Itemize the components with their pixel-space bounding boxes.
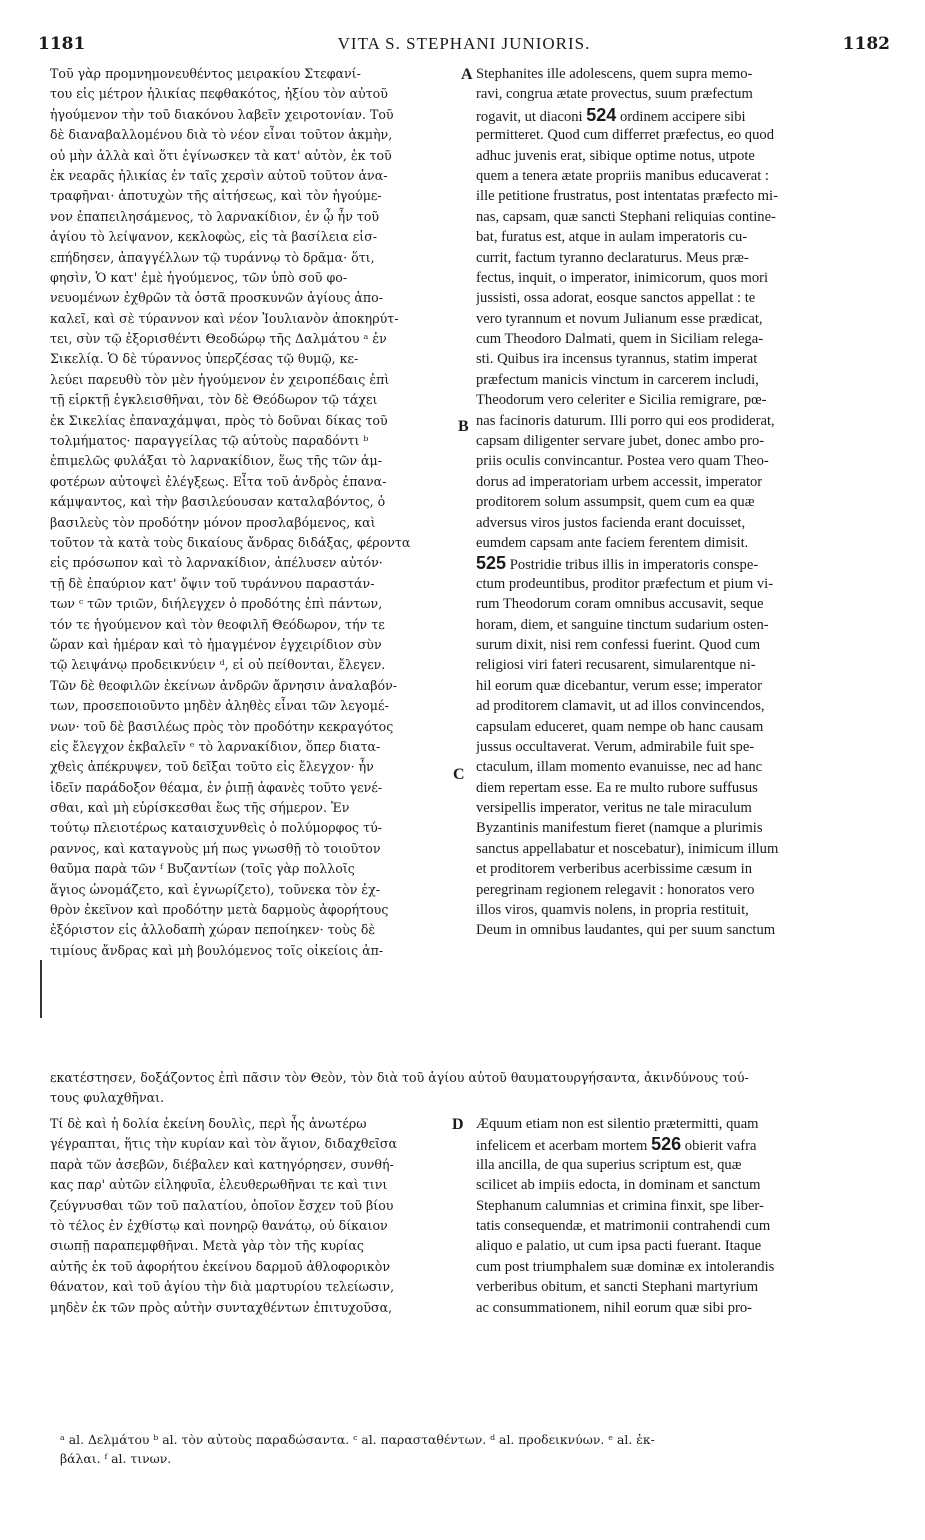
- latin-line: præfectum manicis vinctum in carcerem includi,: [476, 371, 759, 388]
- greek-line: λεύει παρευθὺ τὸν μὲν ἡγούμενον ἐν χειροπέδαις ἐπὶ: [50, 371, 390, 387]
- greek-line: ἐκ Σικελίας ἐπαναχάμψαι, πρὸς τὸ δοῦναι δίκας τοῦ: [50, 412, 388, 428]
- page-header: [38, 34, 890, 60]
- latin-line: ravi, congrua ætate provectus, suum præfectum: [476, 86, 753, 103]
- latin-line: Stephanum calumnias et crimina finxit, spe liber-: [476, 1197, 764, 1214]
- right-page-number: 1182: [842, 34, 890, 54]
- greek-line: των, προσεποιοῦντο μηδὲν ἀληθὲς εἶναι τῶν λεγομέ-: [50, 698, 389, 714]
- latin-line: rum Theodorum coram omnibus accusavit, seque: [476, 596, 764, 613]
- latin-line: Deum in omnibus laudantes, qui per suum sanctum: [476, 922, 776, 939]
- latin-line: peregrinam regionem relegavit : honoratos vero: [476, 881, 755, 898]
- section-marker-d: D: [452, 1116, 464, 1133]
- greek-line: τῇ εἱρκτῇ ἐγκλεισθῆναι, τὸν δὲ Θεόδωρον τῷ τάχει: [50, 392, 378, 408]
- greek-line: τοῦτον τὰ κατὰ τοὺς δικαίους ἄνδρας διδάξας, φέροντα: [50, 534, 411, 550]
- latin-line: sti. Quibus ira incensus tyrannus, statim imperat: [476, 351, 758, 368]
- latin-line: scilicet ab impiis edocta, in dominam et sanctum: [476, 1177, 761, 1194]
- greek-line: κας παρ' αὐτῶν εἰληφυῖα, ἐλευθερωθῆναι τε καὶ τινι: [50, 1177, 388, 1193]
- latin-line: ctaculum, illam momento evanuisse, nec ad hanc: [476, 759, 763, 776]
- greek-line: τὸ τέλος ἐν ἐχθίστῳ καὶ πονηρῷ θανάτῳ, οὐ δίκαιον: [50, 1217, 388, 1233]
- latin-line: adhuc juvenis erat, sibique optime notus, utpote: [476, 147, 755, 164]
- greek-line: Τί δὲ καὶ ἡ δολία ἐκείνη δουλὶς, περὶ ἧς ἀνωτέρω: [50, 1116, 367, 1131]
- latin-line-with-number: [476, 105, 891, 125]
- latin-line: verberibus obitum, et sancti Stephani martyrium: [476, 1279, 759, 1296]
- latin-line: cum Theodoro Dalmati, quem in Siciliam relega-: [476, 331, 764, 348]
- greek-line: γέγραπται, ἥτις τὴν κυρίαν καὶ τὸν ἅγιον, διδαχθεῖσα: [50, 1136, 398, 1152]
- greek-line: δὲ διαναβαλλομένου διὰ τὸ νέον εἶναι τοῦτον ἀκμὴν,: [50, 127, 393, 143]
- latin-line: tatis consequendæ, et matrimonii contrahendi cum: [476, 1217, 771, 1234]
- greek-line: επήδησεν, ἀπαγγέλλων τῷ τυράννῳ τὸ δρᾶμα· ὅτι,: [50, 249, 375, 265]
- greek-line: φοτέρων αὐτοψεὶ ἐλέγξεως. Εἶτα τοῦ ἀνδρὸς ἐπανα-: [50, 473, 387, 489]
- latin-line: nas facinoris daturum. Illi porro qui eos prodiderat,: [476, 412, 775, 429]
- latin-line: vero tyrannum et novum Julianum esse prædicat,: [476, 310, 763, 327]
- latin-line: fectus, inquit, o imperator, inimicorum, quos mori: [476, 269, 769, 286]
- latin-line: Stephanites ille adolescens, quem supra memo-: [476, 66, 753, 82]
- latin-line: illos viros, quamvis nolens, in propria restituit,: [476, 902, 749, 919]
- latin-column-1: [476, 64, 891, 941]
- latin-line: eumdem capsam ante faciem ferentem dimisit.: [476, 534, 749, 551]
- section-marker-b: B: [458, 418, 469, 435]
- latin-line: nas, capsam, quæ sancti Stephani reliquias contine-: [476, 208, 776, 225]
- greek-line: τούτῳ πλειοτέρως καταισχυνθεὶς ὁ πολύμορφος τύ-: [50, 820, 382, 836]
- latin-line: ad proditorem clamavit, ut ad illos convincendos,: [476, 698, 765, 715]
- latin-line: hil eorum quæ dicebantur, verum esse; imperator: [476, 677, 762, 694]
- latin-line: bat, furatus est, atque in aulam imperatoris cu-: [476, 229, 748, 246]
- latin-line: aliquo e palatio, ut cum ipsa pacti fuerant. Itaque: [476, 1238, 762, 1255]
- latin-line: cum post triumphalem suæ dominæ ex intolerandis: [476, 1258, 775, 1275]
- greek-line: θάνατον, καὶ τοῦ ἁγίου τὴν διὰ μαρτυρίου τελείωσιν,: [50, 1279, 395, 1295]
- latin-line: religiosi viri fateri recusarent, simularentque ni-: [476, 657, 756, 674]
- latin-line: ac consummationem, nihil eorum quæ sibi pro-: [476, 1299, 753, 1316]
- section-marker-a: A: [461, 66, 473, 83]
- spanning-greek-line-end: τους φυλαχθῆναι.: [50, 1090, 165, 1105]
- greek-line: μηδὲν ἐκ τῶν πρὸς αὐτὴν συνταχθέντων ἐπιτυχοῦσα,: [50, 1299, 393, 1315]
- greek-line: των ᶜ τῶν τριῶν, διήλεγχεν ὁ προδότης ἐπὶ πάντων,: [50, 596, 383, 612]
- footnote-line: βάλαι. ᶠ al. τινων.: [60, 1451, 172, 1466]
- latin-line: quem a tenera ætate propriis manibus educaverat :: [476, 167, 769, 184]
- section-marker-c: C: [453, 766, 465, 783]
- latin-column-2: [476, 1114, 891, 1318]
- greek-line: Σικελίᾳ. Ὁ δὲ τύραννος ὑπερζέσας τῷ θυμῷ, κε-: [50, 351, 359, 367]
- latin-line: illa ancilla, de qua superius scriptum est, quæ: [476, 1156, 742, 1173]
- greek-line: κάμψαντος, καὶ τὴν βασιλεύουσαν καταλαβόντος, ὁ: [50, 494, 386, 510]
- latin-line: currit, factum tyranno declaraturus. Meus præ-: [476, 249, 749, 266]
- greek-line: νον ἐπαπειλησάμενος, τὸ λαρνακίδιον, ἐν ᾧ ἦν τοῦ: [50, 208, 380, 224]
- greek-line: ζεύγνυσθαι τῶν τοῦ παλατίου, ὁποῖον ἔσχεν τοῦ βίου: [50, 1197, 394, 1213]
- greek-line: νων· τοῦ δὲ βασιλέως πρὸς τὸν προδότην κεκραγότος: [50, 718, 394, 734]
- greek-line: τῇ δὲ ἐπαύριον κατ' ὄψιν τοῦ τυράννου παραστάν-: [50, 575, 375, 591]
- greek-line: εἰς ἔλεγχον ἐκβαλεῖν ᵉ τὸ λαρνακίδιον, ὅπερ διατα-: [50, 738, 381, 754]
- greek-line: σθαι, καὶ μὴ εὑρίσκεσθαι ἕως τῆς σήμερον. Ἐν: [50, 800, 350, 816]
- greek-line: βασιλεὺς τὸν προδότην μόνον προσλαβόμενος, καὶ: [50, 514, 376, 530]
- latin-line: priis oculis convincantur. Postea vero quam Theo-: [476, 453, 769, 470]
- latin-line: versipellis imperator, veritus ne tale miraculum: [476, 800, 752, 817]
- greek-line: τῷ λειψάνῳ προδεικνύειν ᵈ, εἰ οὐ πείθονται, ἔλεγεν.: [50, 657, 386, 673]
- latin-line: jussisti, ossa adorat, eosque sanctos appellat : te: [476, 290, 756, 307]
- latin-line: ille petitione frustratus, post intentatas præfecto mi-: [476, 188, 778, 205]
- greek-line: σιωπῇ παραπεμφθῆναι. Μετὰ γὰρ τὸν τῆς κυρίας: [50, 1238, 364, 1254]
- greek-column-2: [50, 1114, 450, 1318]
- greek-line: τει, σὺν τῷ ἐξορισθέντι Θεοδώρῳ τῆς Δαλμάτου ᵃ ἐν: [50, 331, 387, 347]
- greek-line: αὐτῆς ἐκ τοῦ ἀφορήτου ἐκείνου δαρμοῦ ἀθλοφορικὸν: [50, 1258, 391, 1274]
- running-title: VITA S. STEPHANI JUNIORIS.: [337, 34, 591, 53]
- latin-line: jussus occultaverat. Verum, admirabile fuit spe-: [476, 738, 755, 755]
- latin-line: adversus viros justos facienda erant docuisset,: [476, 514, 746, 531]
- latin-text: infelicem et acerbam mortem: [476, 1138, 648, 1155]
- greek-line: ἐκ νεαρᾶς ἡλικίας ἐν ταῖς χερσὶν αὐτοῦ τοῦτον ἀνα-: [50, 167, 388, 183]
- greek-line: οὐ μὴν ἀλλὰ καὶ ὅτι ἐγίνωσκεν τὰ κατ' αὐτὸν, ἐκ τοῦ: [50, 147, 392, 163]
- greek-line: ἡγούμενον τὴν τοῦ διακόνου λαβεῖν χειροτονίαν. Τοῦ: [50, 106, 394, 122]
- latin-line: horam, diem, et sanguine tinctum sudarium osten-: [476, 616, 769, 633]
- greek-line: χθεὶς ἀπέκρυψεν, τοῦ δεῖξαι τοῦτο εἰς ἔλεγχον· ἦν: [50, 759, 374, 775]
- greek-line: ἅγιος ὠνομάζετο, καὶ ἐγνωρίζετο), τοῦνεκα τὸν ἐχ-: [50, 881, 381, 897]
- latin-line: dorus ad imperatoriam urbem accessit, imperator: [476, 473, 763, 490]
- latin-text: ordinem accipere sibi: [619, 108, 746, 125]
- latin-line: Theodorum vero celeriter e Sicilia remigrare, pœ-: [476, 392, 767, 409]
- margin-bracket: [40, 960, 46, 1018]
- greek-line: παρὰ τῶν ἀσεβῶν, διέβαλεν καὶ κατηγόρησεν, συνθή-: [50, 1156, 394, 1172]
- section-number-526: 526: [651, 1134, 682, 1155]
- latin-line: sanctus appellabatur et noscebatur), inimicum illum: [476, 840, 779, 857]
- latin-line: Byzantinis manifestum fieret (namque a plurimis: [476, 820, 763, 837]
- greek-line: θαῦμα παρὰ τῶν ᶠ Βυζαντίων (τοῖς γὰρ πολλοῖς: [50, 861, 355, 877]
- greek-line: ἐπιμελῶς φυλάξαι τὸ λαρνακίδιον, ἕως τῆς τῶν ἀμ-: [50, 453, 383, 469]
- greek-line: καλεῖ, καὶ σὲ τύραννον καὶ νέον Ἰουλιανὸν ἀποκηρύτ-: [50, 310, 399, 326]
- spanning-greek-line: εκατέστησεν, δοξάζοντος ἐπὶ πᾶσιν τὸν Θεὸν, τὸν διὰ τοῦ ἁγίου αὐτοῦ θαυματουργήσαντα, ἀκινδύνους τού-: [50, 1070, 749, 1085]
- greek-line: τολμήματος· παραγγείλας τῷ αὐτοὺς παραδόντι ᵇ: [50, 433, 369, 449]
- greek-line: φησὶν, Ὁ κατ' ἐμὲ ἡγούμενος, τῶν ὑπὸ σοῦ φο-: [50, 269, 348, 285]
- latin-text: rogavit, ut diaconi: [476, 108, 583, 125]
- greek-line: θρὸν ἐκεῖνον καὶ προδότην μετὰ δαρμοὺς ἀφορήτους: [50, 902, 389, 918]
- latin-line: ctum prodeuntibus, proditor præfectum et pium vi-: [476, 575, 774, 592]
- greek-line: τραφῆναι· ἀποτυχὼν τῆς αἰτήσεως, καὶ τὸν ἡγούμε-: [50, 188, 382, 204]
- greek-line: του εἰς μέτρον ἡλικίας πεφθακότος, ἠξίου τὸν αὐτοῦ: [50, 86, 388, 102]
- section-number-524: 524: [586, 104, 617, 125]
- greek-line: νευομένων ἐχθρῶν τὰ ὀστᾶ προσκυνῶν ἁγίους ἀπο-: [50, 290, 383, 306]
- greek-line: τόν τε ἡγούμενον καὶ τὸν θεοφιλῆ Θεόδωρον, τήν τε: [50, 616, 385, 632]
- footnotes: [60, 1430, 890, 1468]
- greek-line: τιμίους ἄνδρας καὶ μὴ βουλόμενος τοῖς οἰκείοις ἀπ-: [50, 942, 384, 958]
- latin-line: Æquum etiam non est silentio prætermitti, quam: [476, 1116, 759, 1132]
- latin-line-with-number: [476, 553, 891, 573]
- latin-line: capsam diligenter servare jubet, donec ambo pro-: [476, 433, 765, 450]
- greek-line: ἰδεῖν παράδοξον θέαμα, ἐν ῥιπῇ ἀφανὲς τοῦτο γενέ-: [50, 779, 383, 795]
- latin-text: obierit vafra: [684, 1138, 757, 1155]
- latin-line: capsulam educeret, quam nempe ob hanc causam: [476, 718, 764, 735]
- greek-line: εἰς πρόσωπον καὶ τὸ λαρνακίδιον, ἀπέλυσεν αὐτόν·: [50, 555, 383, 571]
- greek-line: ἐξόριστον εἰς ἀλλοδαπὴ χώραν πεποίηκεν· τοὺς δὲ: [50, 922, 376, 938]
- greek-line: ἁγίου τὸ λείψανον, κεκλοφὼς, εἰς τὰ βασίλεια εἰσ-: [50, 229, 378, 245]
- latin-text: Postridie tribus illis in imperatoris conspe-: [509, 557, 759, 574]
- greek-line: ὥραν καὶ ἡμέραν καὶ τὸ ἡμαγμένον ἐγχειρίδιον σὺν: [50, 636, 382, 652]
- footnote-line: ᵃ al. Δελμάτου ᵇ al. τὸν αὐτοὺς παραδώσαντα. ᶜ al. παρασταθέντων. ᵈ al. προδεικνύων. ᵉ al. ἐκ-: [60, 1432, 655, 1447]
- greek-line: ραννος, καὶ καταγνοὺς μή πως γνωσθῇ τὸ τοιοῦτον: [50, 840, 381, 856]
- latin-line: surum dixit, nisi rem confessi fuerint. Quod cum: [476, 636, 761, 653]
- left-page-number: 1181: [38, 34, 86, 54]
- latin-line: proditorem solum assumpsit, quem cum ea quæ: [476, 494, 755, 511]
- latin-line: et proditorem verberibus acerbissime cæsum in: [476, 861, 752, 878]
- latin-line: diem repertam esse. Ea re multo rubore suffusus: [476, 779, 758, 796]
- greek-line: Τῶν δὲ θεοφιλῶν ἐκείνων ἀνδρῶν ἄρνησιν ἀναλαβόν-: [50, 677, 398, 693]
- greek-column-1: [50, 64, 450, 961]
- latin-line-with-number: [476, 1134, 891, 1154]
- greek-line: Τοῦ γὰρ προμνημονευθέντος μειρακίου Στεφανί-: [50, 66, 361, 81]
- latin-line: permitteret. Quod cum differret præfectus, eo quod: [476, 127, 774, 144]
- section-number-525: 525: [476, 553, 507, 574]
